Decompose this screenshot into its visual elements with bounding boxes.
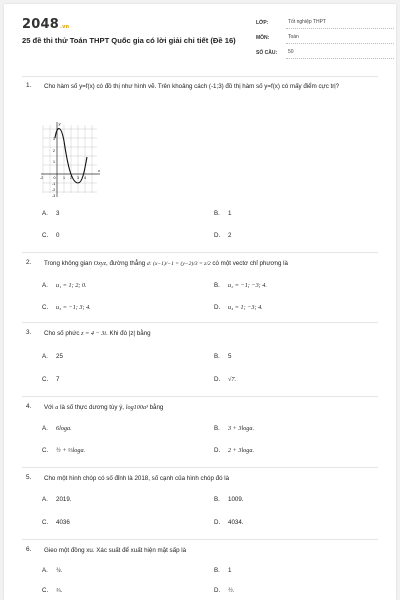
q4-option-d[interactable]: D. 2 + 3loga. bbox=[214, 447, 255, 454]
function-graph bbox=[39, 119, 104, 199]
q4-option-a[interactable]: A. 6loga. bbox=[42, 425, 72, 432]
meta-class-value: Tốt nghiệp THPT bbox=[286, 19, 394, 29]
y-tick-2: 2 bbox=[53, 149, 55, 153]
question-number: 3. bbox=[26, 329, 32, 336]
q6-option-a[interactable]: A. ¼. bbox=[42, 567, 63, 574]
question-text: Cho một hình chóp có số đỉnh là 2018, số cạnh của hình chóp đó là bbox=[44, 475, 230, 482]
x-tick-3: 3 bbox=[77, 176, 79, 180]
q1-option-d[interactable]: D. 2 bbox=[214, 232, 232, 239]
meta-class-label: LỚP: bbox=[256, 20, 269, 26]
y-tick-neg3: -3 bbox=[52, 194, 56, 198]
y-tick-3: 3 bbox=[53, 137, 55, 141]
x-tick-0: 0 bbox=[53, 176, 56, 180]
question-divider bbox=[22, 252, 378, 253]
question-number: 6. bbox=[26, 546, 32, 553]
q2-option-c[interactable]: C. u₃ = −1; 3; 4. bbox=[42, 304, 91, 311]
question-text: Với a là số thực dương tùy ý, log100a³ bằng bbox=[44, 404, 164, 411]
q1-option-a[interactable]: A. 3 bbox=[42, 210, 60, 217]
question-divider bbox=[22, 396, 378, 397]
question-divider bbox=[22, 322, 378, 323]
meta-question-count bbox=[256, 48, 394, 62]
x-tick-neg2: -2 bbox=[40, 176, 44, 180]
meta-subject-value: Toán bbox=[286, 34, 394, 44]
q5-option-c[interactable]: C. 4036 bbox=[42, 519, 70, 526]
q4-option-c[interactable]: C. ½ + ⅓loga. bbox=[42, 447, 86, 454]
q2-option-d[interactable]: D. u₄ = 1; −3; 4. bbox=[214, 304, 263, 311]
logo-main: 2048 bbox=[22, 17, 59, 32]
meta-class bbox=[256, 18, 394, 32]
meta-count-value: 50 bbox=[286, 49, 394, 59]
site-logo[interactable] bbox=[22, 17, 69, 32]
logo-suffix: .vn bbox=[59, 24, 70, 30]
q3-option-a[interactable]: A. 25 bbox=[42, 353, 63, 360]
question-divider bbox=[22, 467, 378, 468]
question-number: 4. bbox=[26, 403, 32, 410]
question-text: Cho hàm số y=f(x) có đồ thị như hình vẽ. Trên khoảng cách (-1;3) đồ thị hàm số y=f(x) có mấy điểm cực trị? bbox=[44, 83, 340, 90]
x-tick-4: 4 bbox=[84, 176, 86, 180]
meta-subject bbox=[256, 33, 394, 47]
y-axis-label: y bbox=[58, 121, 61, 126]
q6-option-d[interactable]: D. ½. bbox=[214, 587, 235, 594]
question-text: Cho số phức z = 4 − 3i. Khi đó |z| bằng bbox=[44, 330, 151, 337]
y-tick-neg1: -1 bbox=[52, 182, 56, 186]
y-tick-1: 1 bbox=[53, 160, 55, 164]
question-number: 2. bbox=[26, 259, 32, 266]
question-text: Trong không gian Oxyz, đường thẳng d: (x−1)/−1 = (y−2)/3 = z/2 có một vectơ chỉ phương là bbox=[44, 260, 288, 267]
x-tick-1: 1 bbox=[63, 176, 65, 180]
q6-option-c[interactable]: C. ⅓. bbox=[42, 587, 63, 594]
q5-option-b[interactable]: B. 1009. bbox=[214, 496, 244, 503]
q6-option-b[interactable]: B. 1 bbox=[214, 567, 232, 574]
question-text: Gieo một đồng xu. Xác suất để xuất hiện mặt sấp là bbox=[44, 547, 187, 554]
document-title: 25 đề thi thử Toán THPT Quốc gia có lời giải chi tiết (Đề 16) bbox=[22, 36, 236, 45]
q3-option-c[interactable]: C. 7 bbox=[42, 376, 60, 383]
header-divider bbox=[22, 76, 378, 77]
meta-subject-label: MÔN: bbox=[256, 35, 270, 41]
q2-option-b[interactable]: B. u₂ = −1; −3; 4. bbox=[214, 282, 267, 289]
question-number: 1. bbox=[26, 82, 32, 89]
q5-option-a[interactable]: A. 2019. bbox=[42, 496, 72, 503]
q2-option-a[interactable]: A. u₁ = 1; 2; 0. bbox=[42, 282, 87, 289]
q4-option-b[interactable]: B. 3 + 3loga. bbox=[214, 425, 255, 432]
question-divider bbox=[22, 539, 378, 540]
q1-option-c[interactable]: C. 0 bbox=[42, 232, 60, 239]
x-axis-label: x bbox=[98, 168, 100, 173]
question-number: 5. bbox=[26, 474, 32, 481]
q3-option-d[interactable]: D. √7. bbox=[214, 376, 237, 383]
y-tick-neg2: -2 bbox=[52, 188, 56, 192]
meta-count-label: SỐ CÂU: bbox=[256, 50, 278, 56]
x-tick-2: 2 bbox=[70, 176, 72, 180]
q1-option-b[interactable]: B. 1 bbox=[214, 210, 232, 217]
exam-sheet bbox=[4, 4, 396, 600]
q5-option-d[interactable]: D. 4034. bbox=[214, 519, 244, 526]
q3-option-b[interactable]: B. 5 bbox=[214, 353, 232, 360]
